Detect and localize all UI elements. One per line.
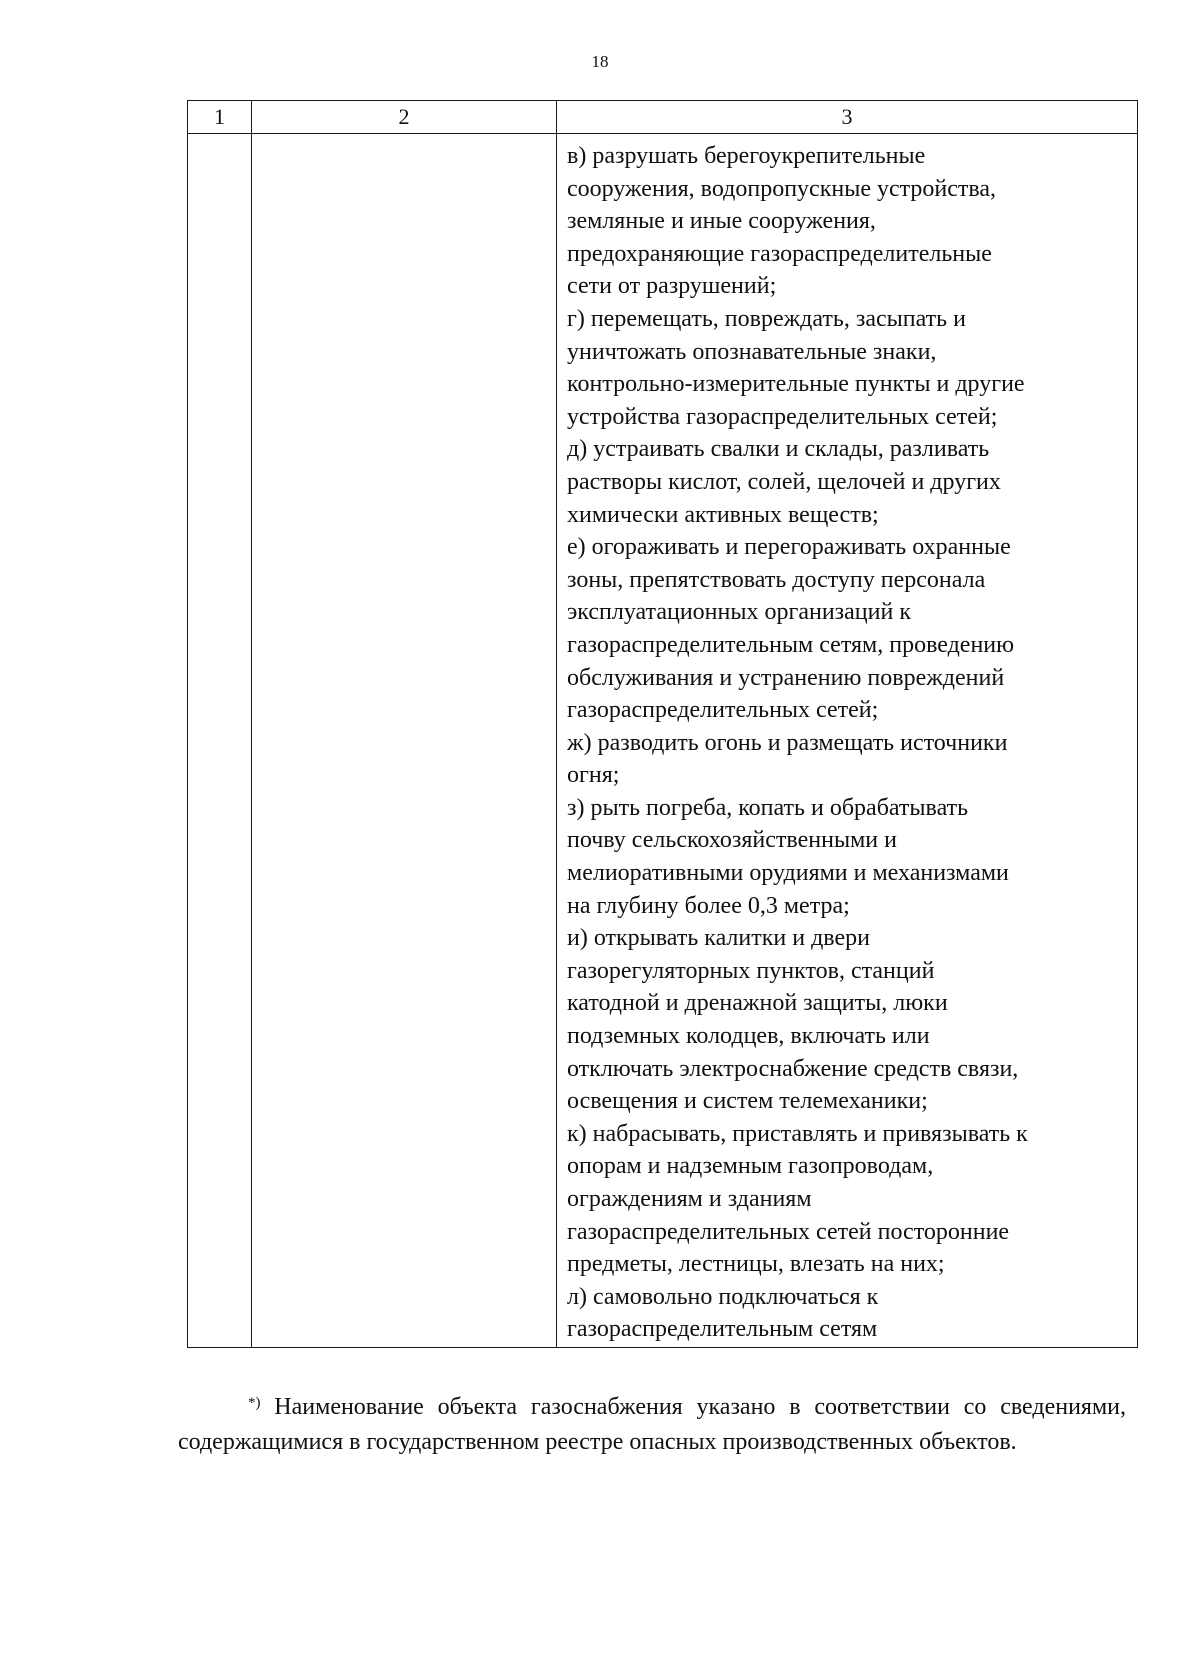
footnote-paragraph [178, 1390, 1126, 1460]
list-item: з) рыть погреба, копать и обрабатывать [567, 794, 969, 821]
list-item: г) перемещать, повреждать, засыпать и [567, 305, 966, 332]
list-item: газораспределительных сетей; [567, 697, 879, 724]
list-item: л) самовольно подключаться к [567, 1283, 879, 1310]
list-item: мелиоративными орудиями и механизмами [567, 860, 1009, 887]
list-item: ж) разводить огонь и размещать источники [567, 729, 1008, 756]
list-item: почву сельскохозяйственными и [567, 827, 897, 854]
list-item: е) огораживать и перегораживать охранные [567, 534, 1011, 561]
footnote-text: Наименование объекта газоснабжения указано в соответствии со сведениями, содержащимися в государственном реестре опасных производственных объектов. [178, 1394, 1126, 1455]
list-item: подземных колодцев, включать или [567, 1023, 930, 1050]
list-item: отключать электроснабжение средств связи, [567, 1055, 1019, 1082]
list-item: опорам и надземным газопроводам, [567, 1153, 934, 1180]
list-item: уничтожать опознавательные знаки, [567, 338, 937, 365]
list-item: газораспределительным сетям, проведению [567, 631, 1015, 658]
list-item: предохраняющие газораспределительные [567, 240, 992, 267]
list-item: предметы, лестницы, влезать на них; [567, 1251, 945, 1278]
list-item: химически активных веществ; [567, 501, 879, 528]
list-item: зоны, препятствовать доступу персонала [567, 566, 986, 593]
document-table [187, 100, 1138, 1348]
list-item: катодной и дренажной защиты, люки [567, 990, 948, 1017]
list-item: и) открывать калитки и двери [567, 925, 870, 952]
table-header-col-2: 2 [252, 101, 557, 134]
list-item: сети от разрушений; [567, 273, 777, 300]
list-item: на глубину более 0,3 метра; [567, 892, 850, 919]
list-item: обслуживания и устранению повреждений [567, 664, 1005, 691]
list-item: газораспределительным сетям [567, 1316, 878, 1343]
footnote-marker: *) [248, 1395, 261, 1411]
list-item: растворы кислот, солей, щелочей и других [567, 468, 1001, 495]
table-header-col-1: 1 [188, 101, 252, 134]
list-item: огня; [567, 762, 620, 789]
list-item: устройства газораспределительных сетей; [567, 403, 998, 430]
table-header-row [188, 101, 1138, 134]
list-item: газорегуляторных пунктов, станций [567, 957, 935, 984]
table-row [188, 134, 1138, 1348]
list-item: земляные и иные сооружения, [567, 208, 876, 235]
prohibited-actions-list [557, 134, 1137, 1346]
list-item: газораспределительных сетей посторонние [567, 1218, 1010, 1245]
footnote [178, 1390, 1126, 1460]
list-item: в) разрушать берегоукрепительные [567, 143, 926, 169]
list-item: эксплуатационных организаций к [567, 599, 911, 626]
list-item: освещения и систем телемеханики; [567, 1088, 928, 1115]
list-item: сооружения, водопропускные устройства, [567, 175, 997, 202]
table-cell-col-1 [188, 134, 252, 1348]
page-number: 18 [591, 52, 609, 71]
list-item: контрольно-измерительные пункты и другие [567, 371, 1025, 398]
list-item: ограждениям и зданиям [567, 1186, 812, 1212]
list-item: к) набрасывать, приставлять и привязывать к [567, 1120, 1028, 1147]
list-item: д) устраивать свалки и склады, разливать [567, 436, 990, 463]
table-cell-col-3 [557, 134, 1138, 1348]
table-cell-col-2 [252, 134, 557, 1348]
table-header-col-3: 3 [557, 101, 1138, 134]
